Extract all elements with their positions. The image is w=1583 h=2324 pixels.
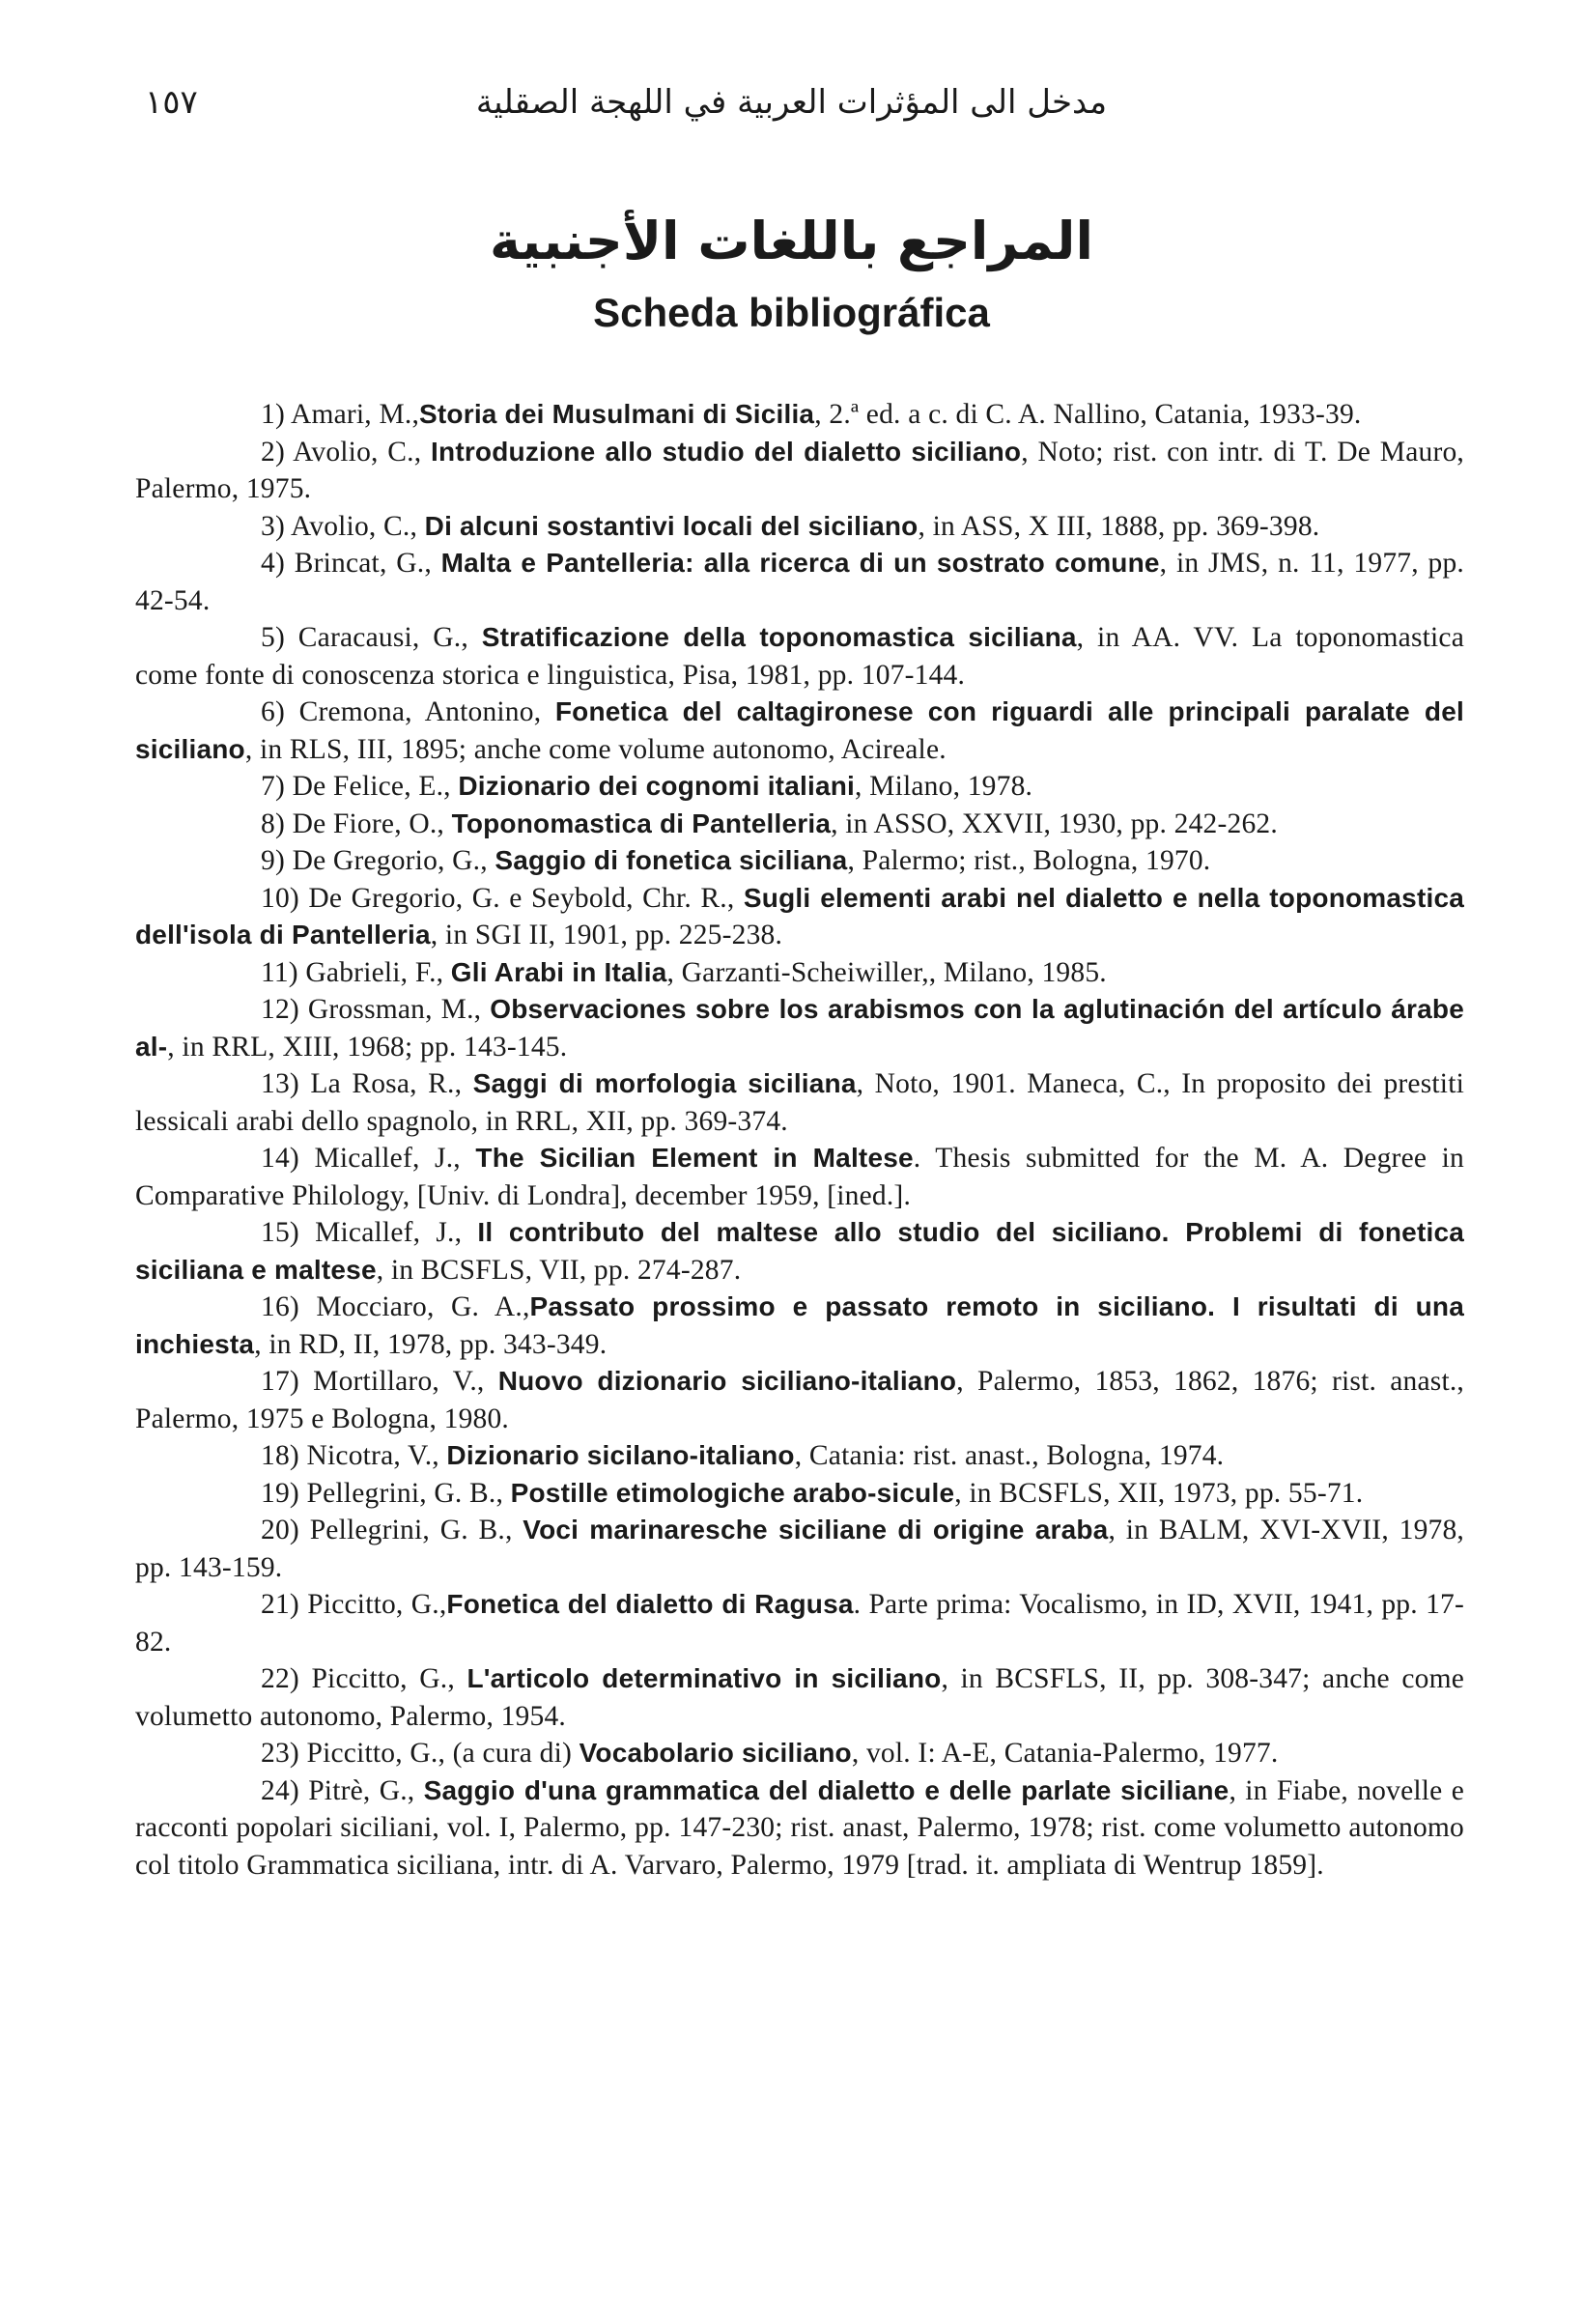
bibliography-entry: [135, 545, 1464, 619]
entry-title: L'articolo determinativo in siciliano: [466, 1663, 942, 1693]
entry-author: Grossman, M.,: [307, 994, 491, 1025]
bibliography-entry: [135, 880, 1464, 954]
entry-number: 19): [261, 1477, 299, 1509]
entry-details: , 2.ª ed. a c. di C. A. Nallino, Catania, 1933-39.: [814, 399, 1362, 430]
entry-number: 17): [261, 1366, 299, 1397]
entry-details: , in RD, II, 1978, pp. 343-349.: [254, 1328, 608, 1360]
entry-number: 9): [261, 845, 285, 876]
entry-title: Saggi di morfologia siciliana: [472, 1068, 857, 1098]
entry-details: , in BALM, XVI-XVII, 1978, pp. 143-159.: [135, 1515, 1465, 1583]
entry-number: 8): [261, 808, 285, 839]
entry-title: Il contributo del maltese allo studio del siciliano. Problemi di fonetica siciliana e maltese: [135, 1217, 1464, 1285]
entry-author: Cremona, Antonino,: [298, 696, 555, 727]
entry-details: , in JMS, n. 11, 1977, pp. 42-54.: [135, 548, 1465, 616]
entry-title: Stratificazione della toponomastica siciliana: [481, 622, 1077, 652]
bibliography-entry: [135, 396, 1464, 434]
bibliography-entry: [135, 434, 1464, 508]
entry-author: Micallef, J.,: [315, 1217, 478, 1248]
entry-author: Avolio, C.,: [290, 510, 425, 542]
page-number: ١٥٧: [145, 83, 198, 122]
bibliography-entry: [135, 1772, 1464, 1885]
entry-details: , in BCSFLS, VII, pp. 274-287.: [376, 1254, 742, 1286]
entry-details: , Palermo, 1853, 1862, 1876; rist. anast., Palermo, 1975 e Bologna, 1980.: [135, 1366, 1465, 1434]
entry-title: Vocabolario siciliano: [579, 1738, 852, 1768]
entry-author: Pellegrini, G. B.,: [309, 1515, 523, 1545]
entry-title: Fonetica del caltagironese con riguardi alle principali paralate del siciliano: [135, 696, 1464, 764]
bibliography-entry: [135, 1363, 1464, 1437]
entry-title: Postille etimologiche arabo-sicule: [510, 1477, 955, 1508]
entry-number: 13): [261, 1068, 299, 1099]
entry-author: Amari, M.,: [290, 399, 420, 430]
bibliography-entry: [135, 508, 1464, 546]
bibliography-entry: [135, 768, 1464, 806]
entry-number: 15): [261, 1217, 299, 1248]
entry-author: La Rosa, R.,: [310, 1068, 473, 1099]
entry-author: De Gregorio, G.,: [292, 845, 495, 876]
entry-details: , Palermo; rist., Bologna, 1970.: [847, 845, 1211, 876]
entry-number: 7): [261, 771, 285, 802]
bibliography-entry: [135, 1660, 1464, 1735]
entry-title: Toponomastica di Pantelleria: [451, 808, 832, 838]
entry-number: 22): [261, 1663, 299, 1694]
entry-details: , in BCSFLS, II, pp. 308-347; anche come volumetto autonomo, Palermo, 1954.: [135, 1663, 1465, 1732]
entry-title: Storia dei Musulmani di Sicilia: [419, 399, 815, 429]
entry-author: Avolio, C.,: [293, 436, 432, 468]
entry-title: Observaciones sobre los arabismos con la aglutinación del artículo árabe al-: [135, 994, 1464, 1062]
entry-details: . Parte prima: Vocalismo, in ID, XVII, 1941, pp. 17-82.: [135, 1589, 1464, 1658]
entry-title: Dizionario sicilano-italiano: [446, 1440, 795, 1470]
entry-title: Passato prossimo e passato remoto in siciliano. I risultati di una inchiesta: [135, 1291, 1465, 1359]
entry-title: Voci marinaresche siciliane di origine araba: [523, 1515, 1109, 1545]
entry-number: 21): [261, 1589, 299, 1620]
entry-number: 1): [261, 399, 285, 430]
entry-details: , in ASS, X III, 1888, pp. 369-398.: [918, 510, 1320, 542]
entry-author: Mortillaro, V.,: [313, 1366, 498, 1397]
bibliography-entry: [135, 1214, 1464, 1289]
entry-title: Gli Arabi in Italia: [450, 956, 667, 987]
entry-author: Caracausi, G.,: [297, 622, 482, 653]
entry-author: Gabrieli, F.,: [305, 956, 451, 988]
entry-author: Pitrè, G.,: [308, 1774, 424, 1806]
section-heading-arabic: المراجع باللغات الأجنبية: [490, 211, 1093, 271]
entry-author: Piccitto, G.,: [307, 1589, 447, 1620]
entry-details: , vol. I: A-E, Catania-Palermo, 1977.: [851, 1738, 1279, 1769]
entry-author: Piccitto, G., (a cura di): [306, 1738, 579, 1769]
entry-number: 12): [261, 994, 299, 1025]
entry-details: , Milano, 1978.: [855, 771, 1033, 802]
entry-author: De Gregorio, G. e Seybold, Chr. R.,: [308, 882, 744, 914]
bibliography-entry: [135, 694, 1464, 768]
entry-details: , Garzanti-Scheiwiller,, Milano, 1985.: [666, 956, 1107, 988]
entry-number: 5): [261, 622, 285, 653]
entry-number: 20): [261, 1515, 299, 1545]
bibliography-list: [135, 396, 1464, 1884]
entry-title: Saggio di fonetica siciliana: [495, 845, 848, 875]
entry-details: , Catania: rist. anast., Bologna, 1974.: [794, 1440, 1225, 1471]
entry-title: The Sicilian Element in Maltese: [475, 1143, 914, 1173]
bibliography-entry: [135, 1475, 1464, 1513]
entry-number: 14): [261, 1143, 299, 1174]
entry-number: 4): [261, 548, 285, 579]
entry-author: De Felice, E.,: [292, 771, 459, 802]
entry-title: Introduzione allo studio del dialetto siciliano: [431, 436, 1022, 467]
bibliography-entry: [135, 1065, 1464, 1140]
entry-number: 18): [261, 1440, 299, 1471]
entry-author: Pellegrini, G. B.,: [306, 1477, 511, 1509]
running-title: مدخل الى المؤثرات العربية في اللهجة الصقلية: [475, 83, 1108, 122]
entry-author: Piccitto, G.,: [311, 1663, 467, 1694]
bibliography-entry: [135, 1140, 1464, 1214]
bibliography-entry: [135, 991, 1464, 1065]
bibliography-entry: [135, 1735, 1464, 1772]
bibliography-entry: [135, 806, 1464, 843]
entry-details: , in ASSO, XXVII, 1930, pp. 242-262.: [831, 808, 1278, 839]
entry-details: , in SGI II, 1901, pp. 225-238.: [430, 920, 783, 950]
entry-title: Nuovo dizionario siciliano-italiano: [497, 1366, 957, 1396]
bibliography-entry: [135, 1586, 1464, 1660]
section-heading-italian: Scheda bibliográfica: [593, 290, 990, 335]
entry-author: Nicotra, V.,: [306, 1440, 447, 1471]
entry-details: , in BCSFLS, XII, 1973, pp. 55-71.: [954, 1477, 1364, 1509]
entry-number: 10): [261, 882, 299, 914]
entry-number: 2): [261, 436, 285, 468]
entry-details: , Noto, 1901. Maneca, C., In proposito dei prestiti lessicali arabi dello spagnolo, in RRL, XII, pp. 369-374.: [135, 1068, 1464, 1137]
entry-title: Saggio d'una grammatica del dialetto e delle parlate siciliane: [423, 1774, 1230, 1805]
bibliography-entry: [135, 842, 1464, 880]
entry-author: Brincat, G.,: [294, 548, 441, 579]
entry-details: , in RRL, XIII, 1968; pp. 143-145.: [167, 1031, 568, 1063]
entry-details: . Thesis submitted for the M. A. Degree in Comparative Philology, [Univ. di Londra], december 1959, [ined.].: [135, 1143, 1464, 1211]
entry-number: 23): [261, 1738, 299, 1769]
entry-number: 11): [261, 956, 298, 988]
entry-details: , in RLS, III, 1895; anche come volume autonomo, Acireale.: [244, 733, 947, 765]
entry-title: Sugli elementi arabi nel dialetto e nella toponomastica dell'isola di Pantelleria: [135, 882, 1464, 949]
entry-title: Fonetica del dialetto di Ragusa: [446, 1589, 854, 1619]
entry-number: 6): [261, 696, 285, 727]
entry-number: 16): [261, 1291, 299, 1322]
bibliography-entry: [135, 954, 1464, 992]
bibliography-entry: [135, 619, 1464, 694]
entry-title: Dizionario dei cognomi italiani: [458, 771, 855, 801]
entry-title: Di alcuni sostantivi locali del siciliano: [424, 510, 919, 541]
entry-number: 24): [261, 1774, 299, 1806]
bibliography-entry: [135, 1512, 1464, 1586]
entry-author: De Fiore, O.,: [292, 808, 452, 839]
entry-author: Mocciaro, G. A.,: [316, 1291, 530, 1322]
entry-author: Micallef, J.,: [314, 1143, 476, 1174]
entry-number: 3): [261, 510, 285, 542]
bibliography-entry: [135, 1437, 1464, 1475]
entry-details: , Noto; rist. con intr. di T. De Mauro, Palermo, 1975.: [135, 436, 1464, 504]
running-head: [145, 83, 1438, 131]
entry-title: Malta e Pantelleria: alla ricerca di un sostrato comune: [440, 548, 1160, 578]
entry-details: , in Fiabe, novelle e racconti popolari siciliani, vol. I, Palermo, pp. 147-230; rist. anast, Palermo, 1978; rist. come volumetto autonomo col titolo Grammatica siciliana, intr. di A. Varvaro, Palermo, 1979 [trad. it. ampliata di Wentrup 1859].: [135, 1774, 1465, 1881]
entry-details: , in AA. VV. La toponomastica come fonte di conoscenza storica e linguistica, Pisa, 1981, pp. 107-144.: [135, 622, 1464, 691]
bibliography-entry: [135, 1289, 1464, 1363]
